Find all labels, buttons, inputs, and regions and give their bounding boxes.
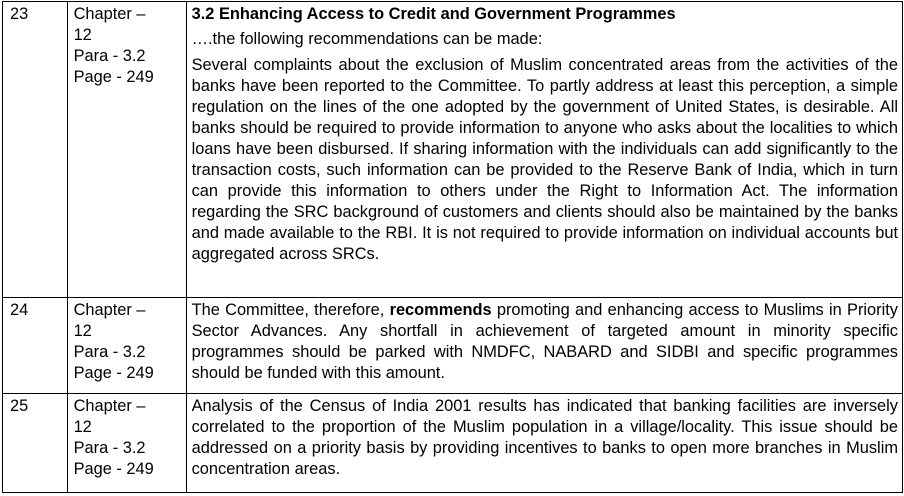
section-heading: 3.2 Enhancing Access to Credit and Government Programmes <box>191 5 676 23</box>
row-number: 23 <box>3 2 68 298</box>
page-reference: Page - 249 <box>73 364 154 382</box>
recommendation-text <box>192 300 898 384</box>
chapter-number: 12 <box>73 26 92 44</box>
row-number: 25 <box>3 394 68 493</box>
chapter-label: Chapter – <box>73 5 146 23</box>
recommendation-cell <box>186 2 902 298</box>
recommendation-text: Several complaints about the exclusion of Muslim concentrated areas from the activities of the banks have been reported to the Committee. To partly address at least this perception, a simple regulation on the lines of the one adopted by the government of United States, is desirable. All banks should be required to provide information to anyone who asks about the localities to which loans have been disbursed. If sharing information with the individuals can add significantly to the transaction costs, such information can be provided to the Reserve Bank of India, which in turn can provide this information to others under the Right to Information Act. The information regarding the SRC background of customers and clients should also be maintained by the banks and made available to the RBI. It is not required to provide information on individual accounts but aggregated across SRCs. <box>191 56 898 263</box>
recommendation-text: Analysis of the Census of India 2001 results has indicated that banking facilities are inversely correlated to the proportion of the Muslim population in a village/locality. This issue should be addressed on a priority basis by providing incentives to banks to open more branches in Muslim concentration areas. <box>191 397 898 478</box>
text-segment: promoting and enhancing access to Muslims in Priority Sector Advances. Any shortfall in achievement of targeted amount in minority specific programmes should be parked with NMDFC, NABARD and SIDBI and specific programmes should be funded with this amount. <box>191 301 899 382</box>
text-segment: The Committee, therefore, <box>191 301 390 319</box>
page-reference: Page - 249 <box>73 68 154 86</box>
page-reference: Page - 249 <box>73 460 154 478</box>
reference-cell <box>67 2 186 298</box>
emphasis-text: recommends <box>389 301 492 319</box>
recommendations-table <box>2 1 903 493</box>
recommendation-cell <box>186 298 902 394</box>
table-row <box>3 2 903 298</box>
para-reference: Para - 3.2 <box>73 439 146 457</box>
reference-cell <box>67 298 186 394</box>
para-reference: Para - 3.2 <box>73 47 146 65</box>
table-row <box>3 394 903 493</box>
chapter-label: Chapter – <box>73 301 146 319</box>
reference-cell <box>67 394 186 493</box>
chapter-number: 12 <box>73 418 92 436</box>
para-reference: Para - 3.2 <box>73 343 146 361</box>
chapter-number: 12 <box>73 322 92 340</box>
lead-text: ….the following recommendations can be made: <box>191 30 543 48</box>
row-number: 24 <box>3 298 68 394</box>
recommendation-cell <box>186 394 902 493</box>
chapter-label: Chapter – <box>73 397 146 415</box>
table-row <box>3 298 903 394</box>
